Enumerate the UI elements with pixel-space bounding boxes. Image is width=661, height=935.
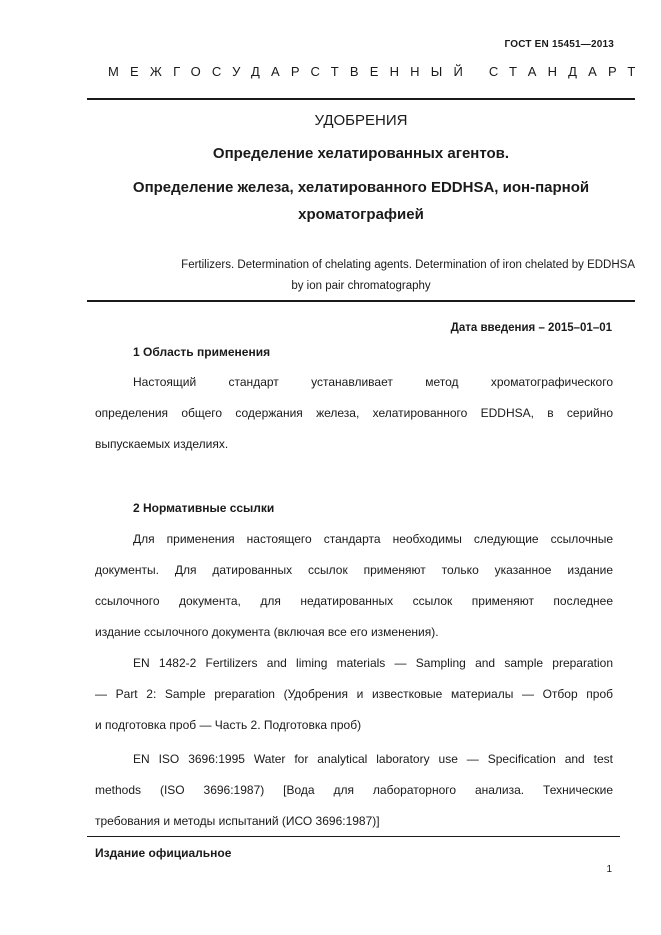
paragraph-line: требования и методы испытаний (ИСО 3696:1987)] [95, 814, 380, 828]
document-title: УДОБРЕНИЯ [314, 112, 408, 129]
paragraph-line: EN 1482-2 Fertilizers and liming materials — Sampling and sample preparation [133, 656, 613, 670]
paragraph-line: и подготовка проб — Часть 2. Подготовка проб) [95, 718, 362, 732]
title-divider [87, 300, 635, 302]
paragraph-line: EN ISO 3696:1995 Water for analytical laboratory use — Specification and test [133, 752, 613, 766]
top-divider [87, 98, 635, 100]
document-subtitle-line-1: Определение хелатированных агентов. [212, 145, 510, 162]
official-edition-label: Издание официальное [95, 846, 232, 860]
paragraph-line: methods (ISO 3696:1987) [Вода для лабораторного анализа. Технические [95, 783, 613, 797]
document-subtitle-line-2: Определение железа, хелатированного EDDHSA, ион-парной [132, 179, 590, 196]
paragraph-line: — Part 2: Sample preparation (Удобрения и известковые материалы — Отбор проб [95, 687, 613, 701]
english-title-line-2: by ion pair chromatography [291, 280, 431, 292]
page-number: 1 [606, 864, 612, 875]
document-code: ГОСТ EN 15451—2013 [504, 39, 614, 50]
section-2-heading: 2 Нормативные ссылки [133, 501, 275, 515]
footer-divider [87, 836, 620, 837]
interstate-standard-heading: МЕЖГОСУДАРСТВЕННЫЙ СТАНДАРТ [108, 64, 647, 79]
paragraph-line: Для применения настоящего стандарта необходимы следующие ссылочные [133, 532, 613, 546]
introduction-date: Дата введения – 2015–01–01 [450, 322, 612, 334]
paragraph-line: издание ссылочного документа (включая все его изменения). [95, 625, 439, 639]
document-subtitle-line-3: хроматографией [298, 206, 424, 223]
reference-en-iso-3696 [95, 744, 613, 837]
paragraph-line: определения общего содержания железа, хелатированного EDDHSA, в серийно [95, 406, 613, 420]
paragraph-line: ссылочного документа, для недатированных ссылок применяют последнее [95, 594, 613, 608]
paragraph-line: документы. Для датированных ссылок применяют только указанное издание [95, 563, 613, 577]
section-1-paragraph [95, 367, 613, 460]
paragraph-line: Настоящий стандарт устанавливает метод хроматографического [133, 375, 613, 389]
reference-en-1482-2 [95, 648, 613, 741]
paragraph-line: выпускаемых изделиях. [95, 437, 229, 451]
section-2-paragraph-1 [95, 524, 613, 648]
english-title-line-1: Fertilizers. Determination of chelating agents. Determination of iron chelated by EDDHSA [181, 259, 635, 271]
section-1-heading: 1 Область применения [133, 345, 271, 359]
